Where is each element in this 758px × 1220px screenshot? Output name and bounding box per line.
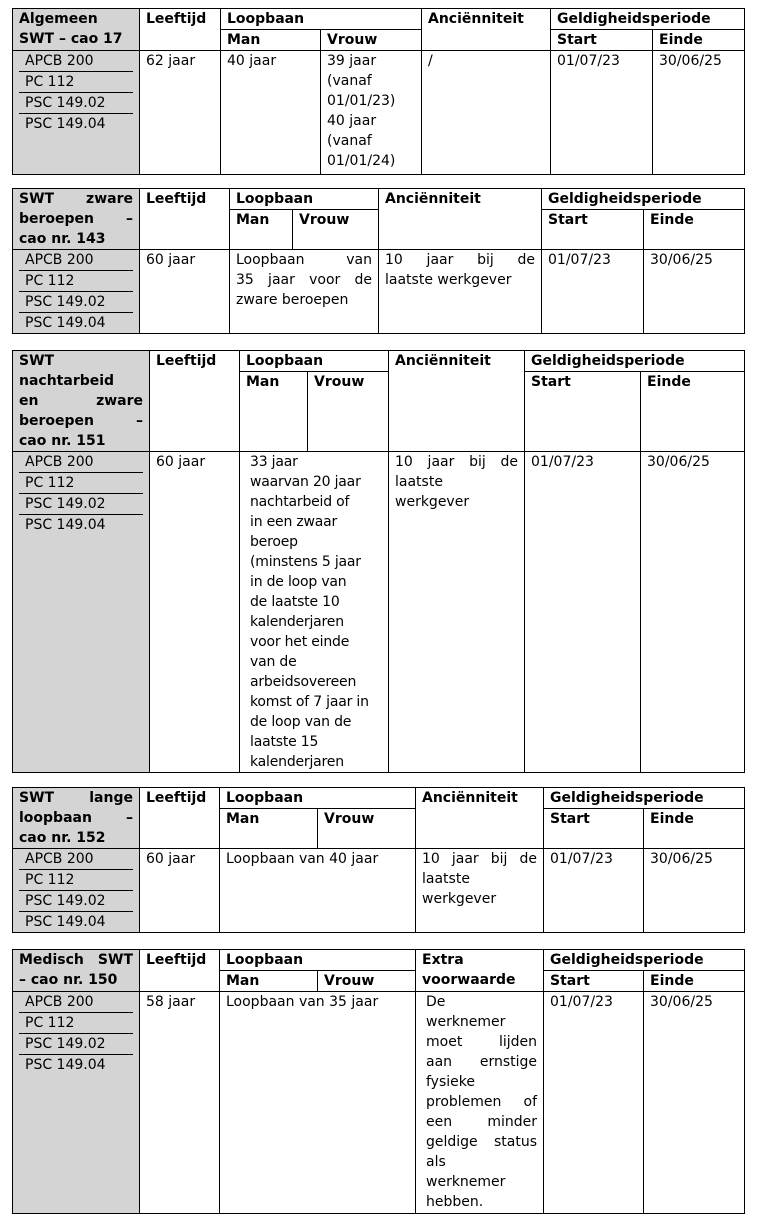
header-seniority: Anciënniteit	[422, 9, 551, 51]
header-end: Einde	[653, 30, 745, 51]
code-item: PSC 149.04	[25, 116, 106, 132]
header-career: Loopbaan	[220, 950, 416, 971]
seniority-value: 10 jaar bij de laatste werkgever	[389, 452, 525, 773]
header-end: Einde	[644, 210, 745, 250]
code-item: PSC 149.04	[25, 1057, 106, 1073]
code-list	[13, 992, 140, 1214]
code-item: PC 112	[19, 271, 133, 292]
age-value: 60 jaar	[140, 849, 220, 933]
header-woman: Vrouw	[318, 809, 416, 849]
header-career: Loopbaan	[221, 9, 422, 30]
age-value: 60 jaar	[150, 452, 240, 773]
age-value: 58 jaar	[140, 992, 220, 1214]
swt-table-nachtarbeid	[12, 350, 745, 773]
code-item: PSC 149.02	[19, 292, 133, 313]
code-item: PSC 149.04	[25, 914, 106, 930]
code-list	[13, 250, 140, 334]
end-date: 30/06/25	[644, 250, 745, 334]
age-value: 62 jaar	[140, 51, 221, 175]
header-seniority: Anciënniteit	[416, 788, 544, 849]
career-value: Loopbaan van 35 jaar voor de zware beroepen	[230, 250, 379, 334]
header-age: Leeftijd	[140, 788, 220, 849]
header-validity: Geldigheidsperiode	[525, 351, 745, 372]
header-man: Man	[220, 971, 318, 992]
header-woman: Vrouw	[308, 372, 389, 452]
header-man: Man	[221, 30, 321, 51]
code-item: APCB 200	[19, 849, 133, 870]
career-value: Loopbaan van 40 jaar	[220, 849, 416, 933]
code-item: PC 112	[19, 870, 133, 891]
career-man-value: 40 jaar	[221, 51, 321, 175]
career-value: Loopbaan van 35 jaar	[220, 992, 416, 1214]
seniority-value: 10 jaar bij de laatste werkgever	[379, 250, 542, 334]
code-item: PSC 149.02	[19, 93, 133, 114]
end-date: 30/06/25	[653, 51, 745, 175]
table-title: Medisch SWT – cao nr. 150	[13, 950, 140, 992]
start-date: 01/07/23	[544, 992, 644, 1214]
start-date: 01/07/23	[544, 849, 644, 933]
header-start: Start	[544, 809, 644, 849]
header-seniority: Anciënniteit	[389, 351, 525, 452]
table-title: SWT nachtarbeid en zware beroepen – cao nr. 151	[13, 351, 150, 452]
header-seniority: Anciënniteit	[379, 189, 542, 250]
start-date: 01/07/23	[542, 250, 644, 334]
header-woman: Vrouw	[293, 210, 379, 250]
extra-condition-value: De werknemer moet lijden aan ernstige fysieke problemen of een minder geldige status als werknemer hebben.	[416, 992, 544, 1214]
header-validity: Geldigheidsperiode	[544, 950, 745, 971]
header-extra-condition: Extra voorwaarde	[416, 950, 544, 992]
header-start: Start	[544, 971, 644, 992]
code-item: PSC 149.04	[25, 315, 106, 331]
swt-table-lange-loopbaan	[12, 787, 745, 933]
end-date: 30/06/25	[644, 992, 745, 1214]
header-age: Leeftijd	[150, 351, 240, 452]
header-end: Einde	[641, 372, 745, 452]
header-man: Man	[240, 372, 308, 452]
header-man: Man	[220, 809, 318, 849]
header-age: Leeftijd	[140, 189, 230, 250]
header-validity: Geldigheidsperiode	[551, 9, 745, 30]
header-end: Einde	[644, 971, 745, 992]
career-woman-value: 39 jaar (vanaf 01/01/23) 40 jaar (vanaf 01/01/24)	[321, 51, 422, 175]
age-value: 60 jaar	[140, 250, 230, 334]
code-item: PC 112	[19, 473, 143, 494]
code-item: APCB 200	[19, 452, 143, 473]
seniority-value: 10 jaar bij de laatste werkgever	[416, 849, 544, 933]
table-title: Algemeen SWT – cao 17	[13, 9, 140, 51]
career-value: 33 jaar waarvan 20 jaar nachtarbeid of in een zwaar beroep (minstens 5 jaar in de loop van de laatste 10 kalenderjaren voor het einde van de arbeidsovereen komst of 7 jaar in de loop van de laatste 15 kalenderjaren	[240, 452, 389, 773]
header-career: Loopbaan	[220, 788, 416, 809]
code-item: PC 112	[19, 1013, 133, 1034]
header-start: Start	[551, 30, 653, 51]
code-item: APCB 200	[19, 250, 133, 271]
swt-table-algemeen	[12, 8, 745, 175]
start-date: 01/07/23	[551, 51, 653, 175]
header-age: Leeftijd	[140, 950, 220, 992]
header-start: Start	[525, 372, 641, 452]
code-list	[13, 51, 140, 175]
swt-table-medisch	[12, 949, 745, 1214]
header-start: Start	[542, 210, 644, 250]
start-date: 01/07/23	[525, 452, 641, 773]
table-title: SWT zware beroepen – cao nr. 143	[13, 189, 140, 250]
code-item: APCB 200	[19, 992, 133, 1013]
code-list	[13, 849, 140, 933]
code-item: PSC 149.02	[19, 1034, 133, 1055]
header-validity: Geldigheidsperiode	[542, 189, 745, 210]
header-career: Loopbaan	[240, 351, 389, 372]
header-man: Man	[230, 210, 293, 250]
header-woman: Vrouw	[321, 30, 422, 51]
header-end: Einde	[644, 809, 745, 849]
code-item: PSC 149.02	[19, 891, 133, 912]
end-date: 30/06/25	[641, 452, 745, 773]
table-title: SWT lange loopbaan – cao nr. 152	[13, 788, 140, 849]
seniority-value: /	[422, 51, 551, 175]
swt-table-zware-beroepen	[12, 188, 745, 334]
end-date: 30/06/25	[644, 849, 745, 933]
code-item: PSC 149.02	[19, 494, 143, 515]
code-list	[13, 452, 150, 773]
header-age: Leeftijd	[140, 9, 221, 51]
header-woman: Vrouw	[318, 971, 416, 992]
code-item: PSC 149.04	[25, 517, 106, 533]
code-item: APCB 200	[19, 51, 133, 72]
code-item: PC 112	[19, 72, 133, 93]
header-validity: Geldigheidsperiode	[544, 788, 745, 809]
header-career: Loopbaan	[230, 189, 379, 210]
